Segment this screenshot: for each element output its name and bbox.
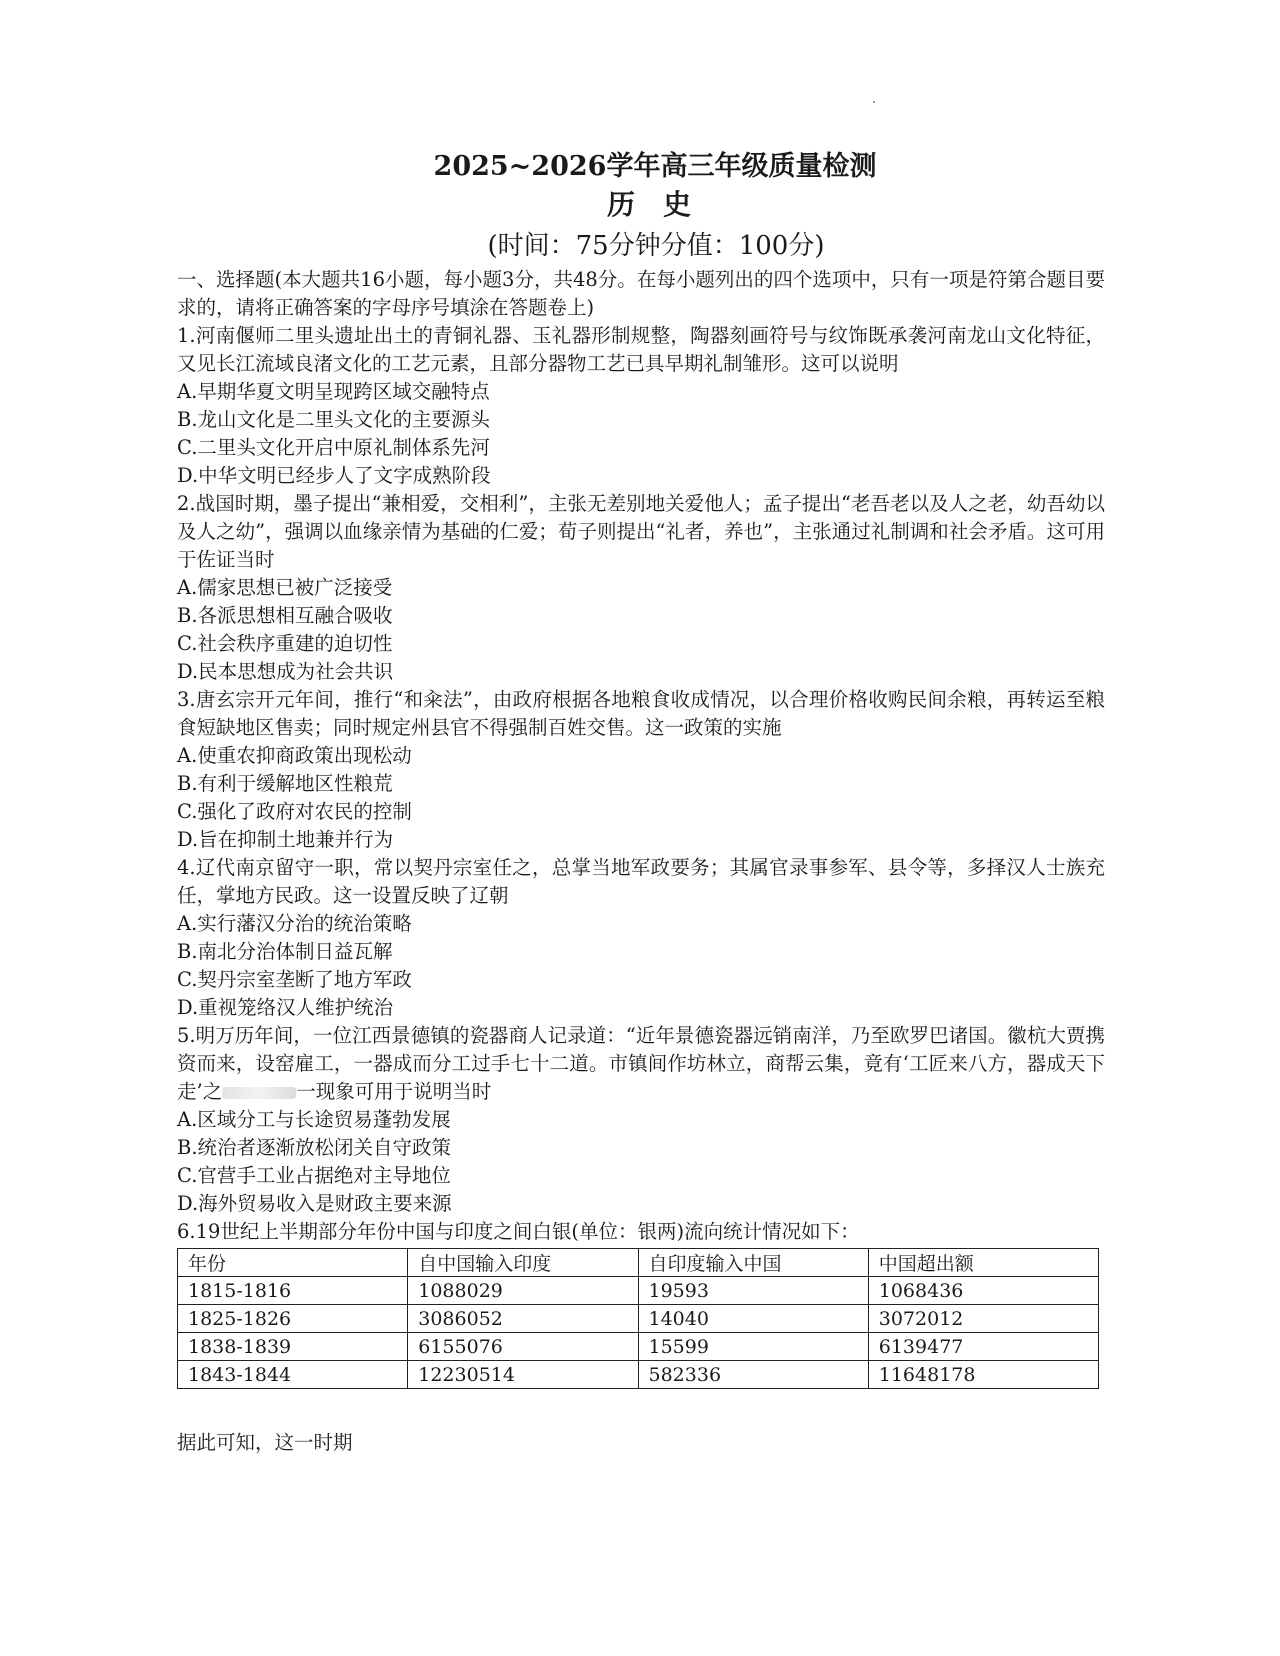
table-row (178, 1305, 1099, 1333)
question-stem: 4.辽代南京留守一职，常以契丹宗室任之，总掌当地军政要务；其属官录事参军、县令等，多择汉人士族充任，掌地方民政。这一设置反映了辽朝 (177, 856, 1105, 907)
option-c: C.契丹宗室垄断了地方军政 (177, 968, 412, 991)
column-header: 年份 (178, 1249, 408, 1277)
column-header: 自印度输入中国 (638, 1249, 868, 1277)
silver-flow-table (177, 1248, 1099, 1389)
table-row (178, 1361, 1099, 1389)
option-c: C.强化了政府对农民的控制 (177, 800, 412, 823)
question-1 (177, 322, 1105, 490)
option-d: D.海外贸易收入是财政主要来源 (177, 1192, 452, 1215)
table-cell: 19593 (638, 1277, 868, 1305)
exam-meta: (时间：75分钟分值：100分) (487, 231, 825, 261)
table-cell: 3072012 (868, 1305, 1098, 1333)
question-stem: 2.战国时期，墨子提出“兼相爱，交相利”，主张无差别地关爱他人；孟子提出“老吾老以及人之老，幼吾幼以及人之幼”，强调以血缘亲情为基础的仁爱；荀子则提出“礼者，养也”，主张通过礼制调和社会矛盾。这可用于佐证当时 (177, 492, 1105, 571)
option-a: A.区域分工与长途贸易蓬勃发展 (177, 1108, 451, 1131)
option-a: A.早期华夏文明呈现跨区域交融特点 (177, 380, 490, 403)
option-a: A.使重农抑商政策出现松动 (177, 744, 412, 767)
table-cell: 15599 (638, 1333, 868, 1361)
table-cell: 1843-1844 (178, 1361, 408, 1389)
table-cell: 1825-1826 (178, 1305, 408, 1333)
exam-page (177, 150, 1105, 1457)
question-6 (177, 1218, 1105, 1457)
table-cell: 1838-1839 (178, 1333, 408, 1361)
exam-subject: 历史 (606, 188, 719, 221)
table-row (178, 1333, 1099, 1361)
option-b: B.龙山文化是二里头文化的主要源头 (177, 408, 491, 431)
option-c: C.二里头文化开启中原礼制体系先河 (177, 436, 490, 459)
table-cell: 3086052 (408, 1305, 638, 1333)
table-header-row (178, 1249, 1099, 1277)
question-3 (177, 686, 1105, 854)
option-d: D.旨在抑制土地兼并行为 (177, 828, 394, 851)
option-a: A.实行藩汉分治的统治策略 (177, 912, 412, 935)
table-cell: 1088029 (408, 1277, 638, 1305)
question-4 (177, 854, 1105, 1022)
table-row (178, 1277, 1099, 1305)
question-tail: 据此可知，这一时期 (177, 1431, 353, 1454)
question-stem-part-a: 5.明万历年间，一位江西景德镇的瓷器商人记录道：“近年景德瓷器远销南洋，乃至欧罗巴诸国。徽杭大贾携资而来，设窑雇工，一器成而分工过手七十二道。市镇间作坊林立，商帮云集，竟有‘工匠来八方，器成天下走’之 (177, 1024, 1105, 1103)
option-b: B.南北分治体制日益瓦解 (177, 940, 393, 963)
option-d: D.中华文明已经步人了文字成熟阶段 (177, 464, 491, 487)
question-2 (177, 490, 1105, 686)
table-cell: 14040 (638, 1305, 868, 1333)
column-header: 中国超出额 (868, 1249, 1098, 1277)
section-instructions: 一、选择题(本大题共16小题，每小题3分，共48分。在每小题列出的四个选项中，只有一项是符第合题目要求的，请将正确答案的字母序号填涂在答题卷上) (177, 268, 1105, 319)
option-d: D.重视笼络汉人维护统治 (177, 996, 394, 1019)
option-b: B.各派思想相互融合吸收 (177, 604, 393, 627)
option-c: C.社会秩序重建的迫切性 (177, 632, 393, 655)
option-d: D.民本思想成为社会共识 (177, 660, 394, 683)
option-a: A.儒家思想已被广泛接受 (177, 576, 393, 599)
option-c: C.官营手工业占据绝对主导地位 (177, 1164, 451, 1187)
scan-speck (873, 101, 875, 103)
question-stem: 6.19世纪上半期部分年份中国与印度之间白银(单位：银两)流向统计情况如下： (177, 1220, 860, 1243)
option-b: B.统治者逐渐放松闭关自守政策 (177, 1136, 452, 1159)
question-stem: 1.河南偃师二里头遗址出土的青铜礼器、玉礼器形制规整，陶器刻画符号与纹饰既承袭河南龙山文化特征，又见长江流域良渚文化的工艺元素，且部分器物工艺已具早期礼制雏形。这可以说明 (177, 324, 1105, 375)
table-cell: 6139477 (868, 1333, 1098, 1361)
table-cell: 1068436 (868, 1277, 1098, 1305)
option-b: B.有利于缓解地区性粮荒 (177, 772, 393, 795)
question-stem-part-b: 一现象可用于说明当时 (296, 1080, 492, 1103)
watermark-blur (222, 1087, 296, 1099)
table-cell: 6155076 (408, 1333, 638, 1361)
exam-title: 2025~2026学年高三年级质量检测 (433, 151, 877, 182)
question-stem: 3.唐玄宗开元年间，推行“和籴法”，由政府根据各地粮食收成情况，以合理价格收购民间余粮，再转运至粮食短缺地区售卖；同时规定州县官不得强制百姓交售。这一政策的实施 (177, 688, 1105, 739)
question-stem (177, 1022, 1105, 1106)
table-cell: 12230514 (408, 1361, 638, 1389)
table-cell: 582336 (638, 1361, 868, 1389)
column-header: 自中国输入印度 (408, 1249, 638, 1277)
table-cell: 1815-1816 (178, 1277, 408, 1305)
table-cell: 11648178 (868, 1361, 1098, 1389)
question-5 (177, 1022, 1105, 1218)
